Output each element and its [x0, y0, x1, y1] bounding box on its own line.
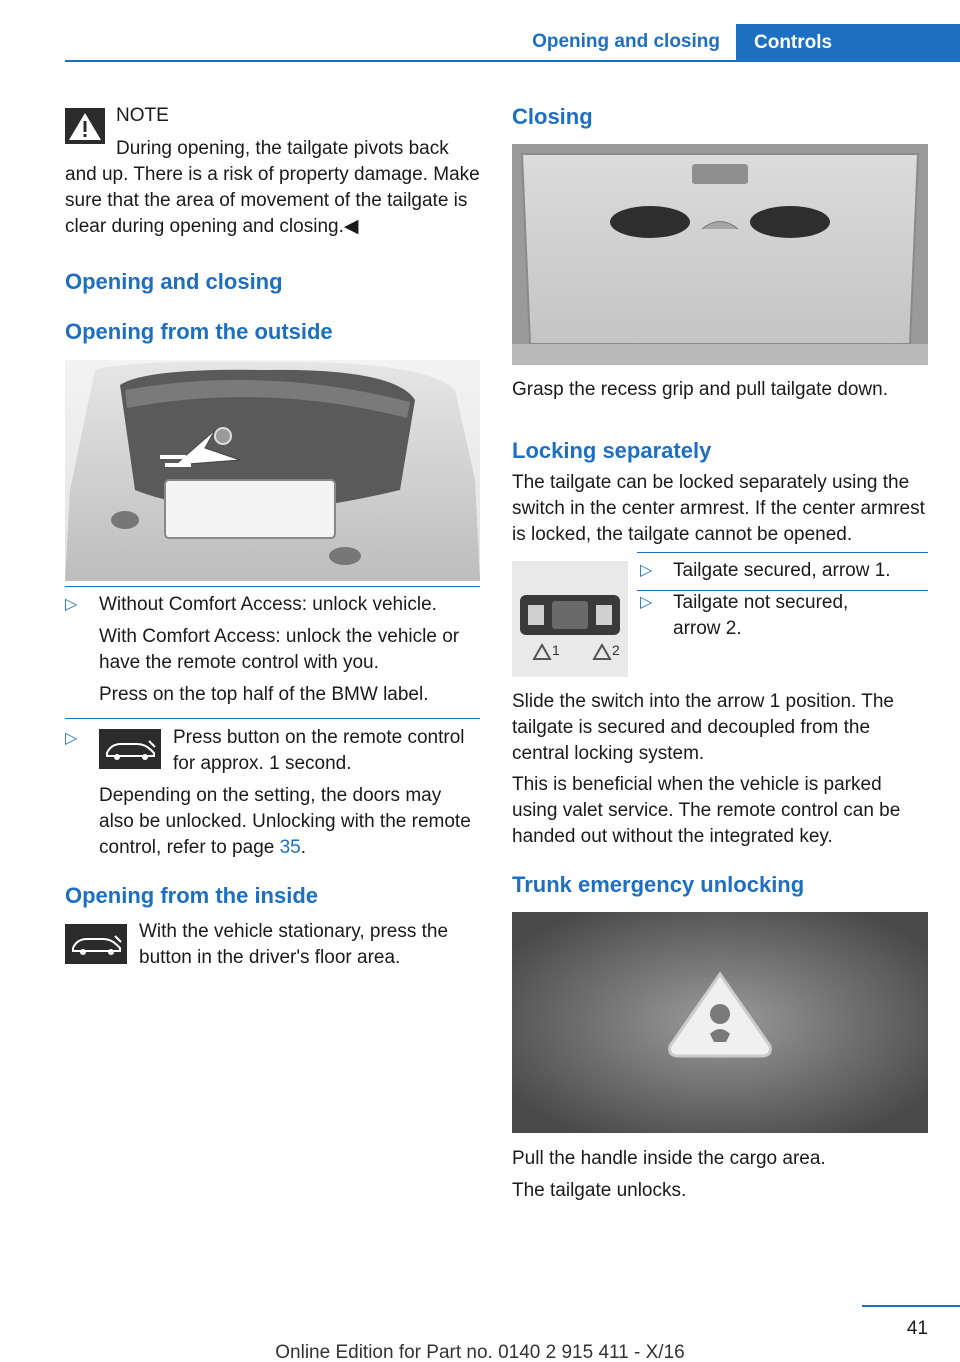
- heading-opening-inside: Opening from the inside: [65, 883, 319, 908]
- slide-text: Slide the switch into the arrow 1 position. The tailgate is secured and decoupled from the central locking system.: [512, 691, 894, 764]
- tailgate-floor-button-icon: [65, 924, 127, 964]
- switch-label-1: 1: [552, 642, 560, 658]
- period: .: [300, 837, 307, 858]
- heading-closing: Closing: [512, 104, 593, 129]
- bullet-marker: ▷: [65, 730, 78, 747]
- bullet1-line1: Without Comfort Access: unlock vehicle.: [99, 594, 437, 615]
- bullet2-text: Depending on the setting, the doors may also be unlocked. Unlocking with the remote control, refer to page: [99, 785, 471, 858]
- car-rear-image: [65, 360, 480, 581]
- unlock-text: The tailgate unlocks.: [512, 1180, 687, 1201]
- bullet2-line1: Press button on the remote control for approx. 1 second.: [173, 727, 465, 774]
- bullet2-line2: [99, 783, 480, 861]
- heading-locking: Locking separately: [512, 438, 712, 463]
- tailgate-interior-image: [512, 144, 928, 365]
- locking-text: The tailgate can be locked separately using the switch in the center armrest. If the center armrest is locked, the tailgate cannot be opened.: [512, 472, 925, 545]
- bullet-marker: ▷: [640, 594, 653, 611]
- note-body: During opening, the tailgate pivots back and up. There is a risk of property damage. Make sure that the area of movement of the tailgate is clear during opening and closing.◀: [65, 138, 480, 237]
- header-chapter-tab: Controls: [736, 24, 960, 62]
- bullet1-line3: Press on the top half of the BMW label.: [99, 684, 429, 705]
- bullet1-line2: With Comfort Access: unlock the vehicle or have the remote control with you.: [99, 626, 460, 673]
- page-number: 41: [906, 1318, 928, 1339]
- tailgate-button-icon: [99, 729, 161, 769]
- armrest-switch-image: [512, 561, 628, 677]
- footer-edition: Online Edition for Part no. 0140 2 915 411 - X/16: [275, 1342, 685, 1362]
- divider: [65, 586, 480, 587]
- heading-emergency: Trunk emergency unlocking: [512, 872, 805, 897]
- heading-opening-outside: Opening from the outside: [65, 319, 333, 344]
- emergency-handle-image: [512, 912, 928, 1133]
- divider: [65, 718, 480, 719]
- switch-label-2: 2: [612, 642, 620, 658]
- footer-rule: [862, 1305, 960, 1307]
- pull-text: Pull the handle inside the cargo area.: [512, 1148, 826, 1169]
- bullet-marker: ▷: [640, 562, 653, 579]
- note-title: NOTE: [116, 105, 169, 126]
- header-section-title: Opening and closing: [532, 31, 720, 52]
- bullet-marker: ▷: [65, 596, 78, 613]
- lock-item-2: Tailgate not secured, arrow 2.: [673, 592, 849, 639]
- valet-text: This is beneficial when the vehicle is parked using valet service. The remote control can be handed out without the integrated key.: [512, 774, 901, 847]
- inside-text: With the vehicle stationary, press the button in the driver's floor area.: [139, 921, 449, 968]
- closing-text: Grasp the recess grip and pull tailgate down.: [512, 379, 888, 400]
- heading-opening-closing: Opening and closing: [65, 269, 283, 294]
- page-link-35[interactable]: 35: [279, 837, 301, 858]
- lock-item-1: Tailgate secured, arrow 1.: [673, 560, 891, 581]
- divider: [637, 552, 928, 553]
